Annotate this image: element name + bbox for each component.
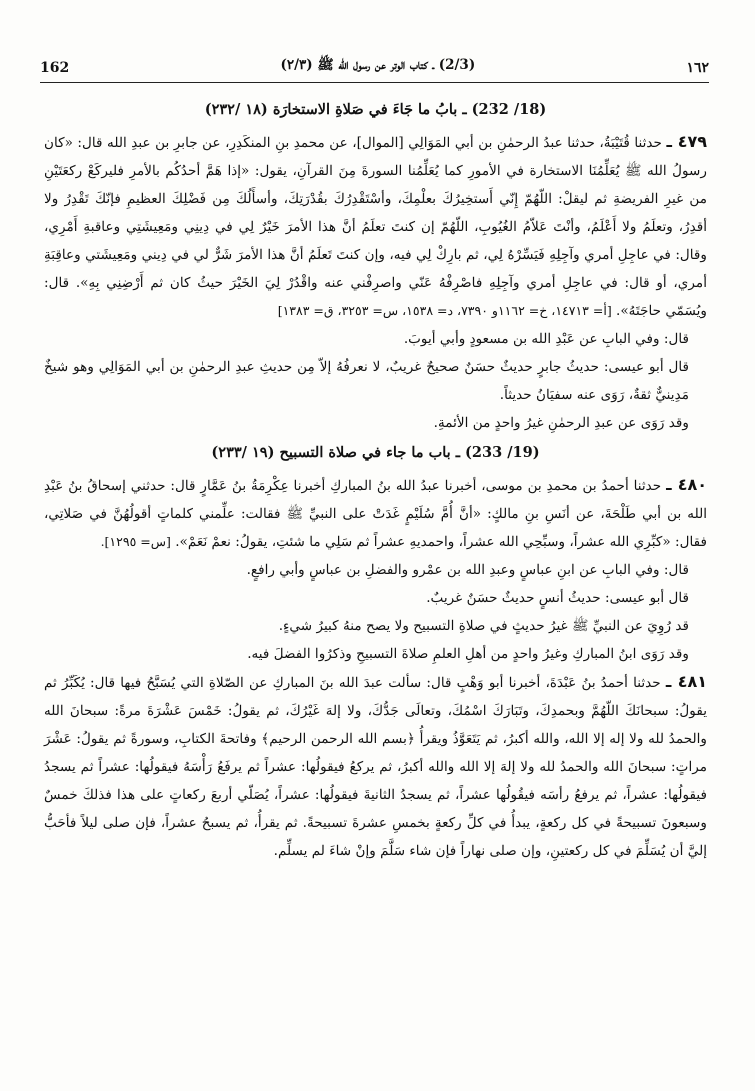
header-rule <box>40 82 709 83</box>
commentary-paragraph: وقد رَوَى ابنُ المباركِ وغيرُ واحدٍ من أهلِ العلمِ صلاةَ التسبيحِ وذكرُوا الفضلَ فيه. <box>247 646 689 662</box>
hadith-number: ٤٨٠ ـ <box>666 475 707 494</box>
page-number-arabic: ١٦٢ <box>686 60 709 76</box>
chapter-heading-tasbih: (19/ 233) ـ باب ما جاء في صلاة التسبيح (١٩ /٢٣٣) <box>211 444 540 461</box>
hadith-number: ٤٧٩ ـ <box>666 132 708 151</box>
hadith-479 <box>44 128 707 325</box>
hadith-text: حدثنا أحمدُ بنُ عَبْدَةَ، أخبرنا أبو وَهْبٍ قال: سألت عبدَ الله بنَ المباركِ عن الصّلاةِ التي يُسَبَّحُ فيها قال: يُكَبِّرُ ثم يقولُ: سبحانَكَ اللّهُمَّ وبحمدِكَ، وتَبَارَكَ اسْمُكَ، وتعالَى جَدُّكَ، ولا إلهَ غَيْرُكَ، ثم يقولُ: خَمْسَ عَشْرَةَ مرةً: سبحانَ الله والحمدُ لله ولا إله إلا الله، والله أكبرُ، ثم يَتَعَوَّذُ ويقرأُ ﴿بسم الله الرحمن الرحيم﴾ وفاتحةَ الكتابِ، وسورةً ثم يقولُ: عَشْرَ مراتٍ: سبحانَ الله والحمدُ لله ولا إلهَ إلا الله والله أكبرُ، ثم يركعُ فيقولُها: عشراً ثم يرفَعُ رَأْسَهُ فيقولُها: عشراً ثم يسجدُ فيقولُها: عشراً، ثم يرفعُ رأسَه فيقُولُها عشراً، ثم يسجدُ الثانيةَ فيقولُها: عشراً، يُصَلّي أربعَ ركعاتٍ على هذا فذلكَ خمسٌ وسبعونَ تسبيحةً في كل ركعةٍ، يبدأُ في كلِّ ركعةٍ بخمسِ عشرةَ تسبيحةً. ثم يقرأُ، ثم يسبحُ عشراً، فإن صلى ليلاً فأحَبُّ إليَّ أن يُسَلِّمَ في كل ركعتينِ، وإن صلى نهاراً فإن شاء سَلَّمَ وإنْ شاءَ لم يسلِّم. <box>44 675 707 859</box>
hadith-references: [س= ١٢٩٥]. <box>100 534 171 549</box>
hadith-481 <box>44 668 707 865</box>
commentary-paragraph: وقد رَوَى عن عبدِ الرحمٰنِ غيرُ واحدٍ من الأئمةِ. <box>433 415 689 431</box>
hadith-text: حدثنا أحمدُ بن محمدِ بن موسى، أخبرنا عبدُ الله بنُ المباركِ أخبرنا عِكْرِمَةُ بنُ عَمَّارٍ قال: حدثني إسحاقُ بنُ عَبْدِ الله بن أبي طَلْحَةَ، عن أنَسِ بنِ مالكٍ: «أنَّ أُمَّ سُلَيْمٍ غَدَتْ على النبيِّ ﷺ فقالت: علِّمني كلماتٍ أقولُهُنَّ في صَلاتِي، فقال: «كبِّرِي الله عشراً، وسبِّحِي الله عشراً، واحمديهِ عشراً ثم سَلِي ما شئتِ، يقولُ: نعمْ نَعَمْ». <box>44 478 707 550</box>
hadith-number: ٤٨١ ـ <box>665 672 707 691</box>
page-body <box>44 94 707 865</box>
page-number-latin: 162 <box>40 60 70 76</box>
hadith-text: حدثنا قُتَيْبَةُ، حدثنا عبدُ الرحمٰنِ بن أبي المَوَالِي [الموال]، عن محمدِ بنِ المنكَدِرِ، عن جابرِ بن عبدِ الله قال: «كان رسولُ الله ﷺ يُعَلِّمُنَا الاستخارة في الأمورِ كما يُعَلِّمُنا السورةَ مِنَ القرآنِ، يقول: «إذا هَمَّ أحدُكُم بالأمرِ فليركَعْ ركعَتَيْنِ من غيرِ الفريضةِ ثم ليقلْ: اللّهُمّ إِنّي أَستخِيرُكَ بعلْمِكَ، وأسْتَقْدِرُكَ بقُدْرَتِكَ، وأسأَلُكَ مِن فَضْلِكَ العظيمِ فإنّكَ تَقْدِرُ ولا أقدِرُ، وتعلَمُ ولا أَعْلَمُ، وأنْتَ عَلاّمُ الغُيُوبِ، اللّهُمّ إن كنتَ تعلَمُ أنَّ هذا الأمرَ خَيْرٌ لِي في دِينِي ومَعِيشَتِي وعاقبةِ أَمْرِي، وقال: في عاجِلِ أمري وآجِلِهِ فَيَسِّرْهُ لِي، ثم بارِكْ لِي فيه، وإن كنتَ تَعلَمُ أنَّ هذا الأمرَ شَرٌّ لي في دِيني ومَعِيشَتي وعاقِبَةِ أمري، أو قال: في عاجِلِ أمري وآجِلِهِ فاصْرِفْهُ عَنّي واصرِفْني عنه واقْدُرْ لِيَ الخَيْرَ حيثُ كان ثم أَرْضِنِي بِهِ». قال: ويُسَمّي حاجَتَهُ». <box>44 135 707 319</box>
commentary-paragraph: قال أبو عيسى: حديثُ أنسٍ حديثٌ حسَنٌ غريبٌ. <box>426 590 689 606</box>
commentary-paragraph: قد رُوِيَ عن النبيِّ ﷺ غيرُ حديثٍ في صلاةِ التسبيح ولا يصح منهُ كبيرُ شيءٍ. <box>278 618 689 634</box>
chapter-heading-istikhara: (18/ 232) ـ بابُ ما جَاءَ في صَلاةِ الاستخارَة (١٨ /٢٣٢) <box>204 101 547 118</box>
running-title: (2/3) ـ كتاب الوتر عن رسول الله ﷺ (٢/٣) <box>280 57 476 73</box>
commentary-paragraph: قال أبو عيسى: حديثُ جابرٍ حديثٌ حسَنٌ صحيحٌ غريبٌ، لا نعرفُهُ إلاّ مِن حديثِ عبدِ الرحمٰنِ بن أبي المَوَالِي وهو شيخٌ مَدِينيٌّ ثقةٌ، رَوَى عنه سفيَانُ حديثاً. <box>44 359 689 403</box>
hadith-480 <box>44 471 707 556</box>
running-header <box>40 46 709 76</box>
commentary-paragraph: قال: وفي البابِ عن ابنِ عباسٍ وعبدِ الله بن عمْرو والفضلِ بن عباسٍ وأبي رافعٍ. <box>246 562 689 578</box>
hadith-references: [أ= ١٤٧١٣، خ= ١١٦٢و ٧٣٩٠، د= ١٥٣٨، س= ٣٢٥٣، ق= ١٣٨٣] <box>277 303 612 318</box>
commentary-paragraph: قال: وفي البابِ عن عَبْدِ الله بن مسعودٍ وأبي أيوبَ. <box>403 331 689 347</box>
